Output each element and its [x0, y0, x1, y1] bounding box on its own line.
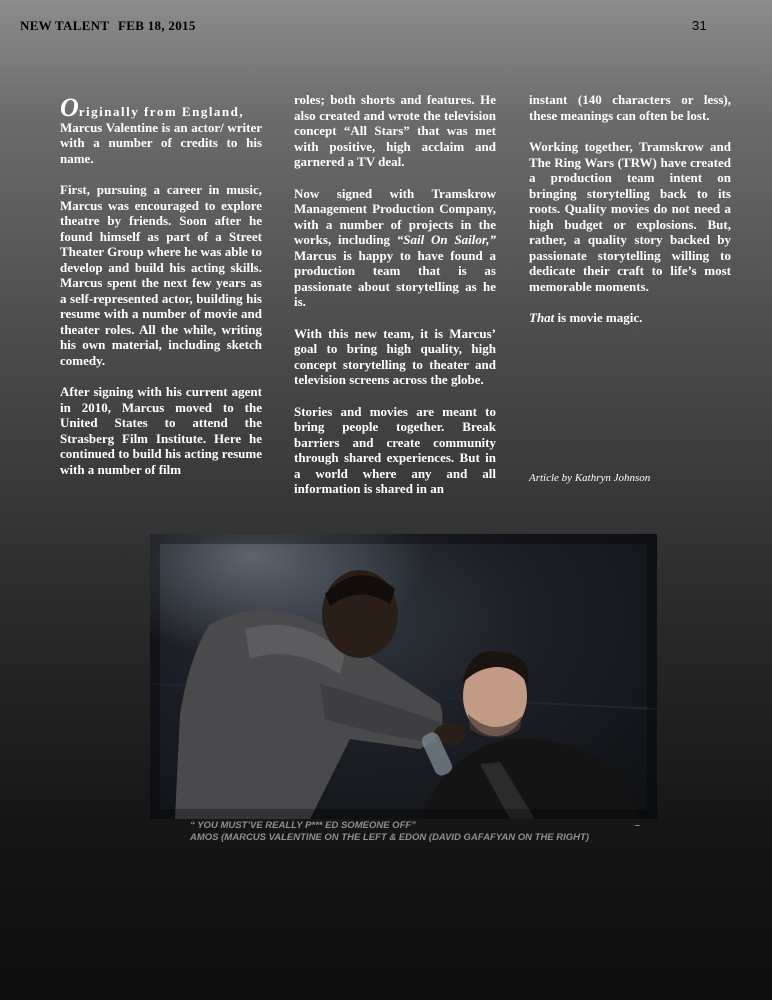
paragraph: With this new team, it is Marcus’ goal to bring high quality, high concept storytelling to theater and television screens across the globe.: [294, 325, 496, 387]
film-title: “Sail On Sailor,”: [396, 232, 496, 247]
paragraph: Working together, Tramskrow and The Ring Wars (TRW) have created a production team intent on bringing storytelling back to its roots. Quality movies do not need a high budget or explosions. But, rather, a quality story backed by passionate storytelling willing to dedicate their craft to life’s most memorable moments.: [529, 139, 731, 294]
section-title: NEW TALENT: [20, 18, 110, 33]
paragraph: [529, 310, 731, 326]
paragraph: roles; both shorts and features. He also created and wrote the television concept “All Stars” that was met with positive, high acclaim and garnered a TV deal.: [294, 92, 496, 169]
paragraph-text: Marcus Valentine is an actor/ writer with a number of credits to his name.: [60, 119, 262, 166]
paragraph: instant (140 characters or less), these meanings can often be lost.: [529, 92, 731, 123]
photo-caption: [190, 820, 640, 844]
paragraph: After signing with his current agent in 2010, Marcus moved to the United States to attend the Strasberg Film Institute. Here he continued to build his acting resume with a number of film: [60, 384, 262, 477]
paragraph-text: Now signed with Tramskrow Management Production Company, with a number of projects in the works, including: [294, 185, 496, 247]
drop-cap: O: [60, 93, 79, 122]
article-byline: Article by Kathryn Johnson: [529, 472, 651, 484]
paragraph: [294, 186, 496, 310]
film-still-illustration: [150, 534, 657, 819]
paragraph-lead: riginally from England,: [78, 104, 245, 119]
article-column-2: [294, 92, 496, 513]
caption-dash: –: [634, 820, 640, 831]
paragraph: First, pursuing a career in music, Marcus was encouraged to explore theatre by friends. Soon after he found himself as part of a Street Theater Group where he was able to develop and build his acting skills. Marcus spent the next few years as a self-represented actor, building his resume with a number of movie and theater roles. All the while, writing his own material, including sketch comedy.: [60, 182, 262, 368]
paragraph-text: is movie magic.: [554, 310, 643, 325]
article-column-1: [60, 93, 262, 493]
film-still-photo: [150, 534, 657, 819]
caption-credits: AMOS (MARCUS VALENTINE ON THE LEFT & EDON (DAVID GAFAFYAN ON THE RIGHT): [190, 832, 589, 843]
paragraph: [60, 93, 262, 166]
caption-quote: “ YOU MUST’VE REALLY P*** ED SOMEONE OFF”: [190, 820, 416, 831]
issue-date: FEB 18, 2015: [118, 18, 196, 33]
page-number: 31: [692, 18, 708, 33]
paragraph: Stories and movies are meant to bring people together. Break barriers and create community through shared experiences. But in a world where any and all information is shared in an: [294, 403, 496, 496]
emphasis: That: [529, 310, 555, 325]
article-column-3: [529, 92, 731, 342]
paragraph-text: Marcus is happy to have found a production team that is as passionate about storytelling as he is.: [294, 247, 496, 309]
